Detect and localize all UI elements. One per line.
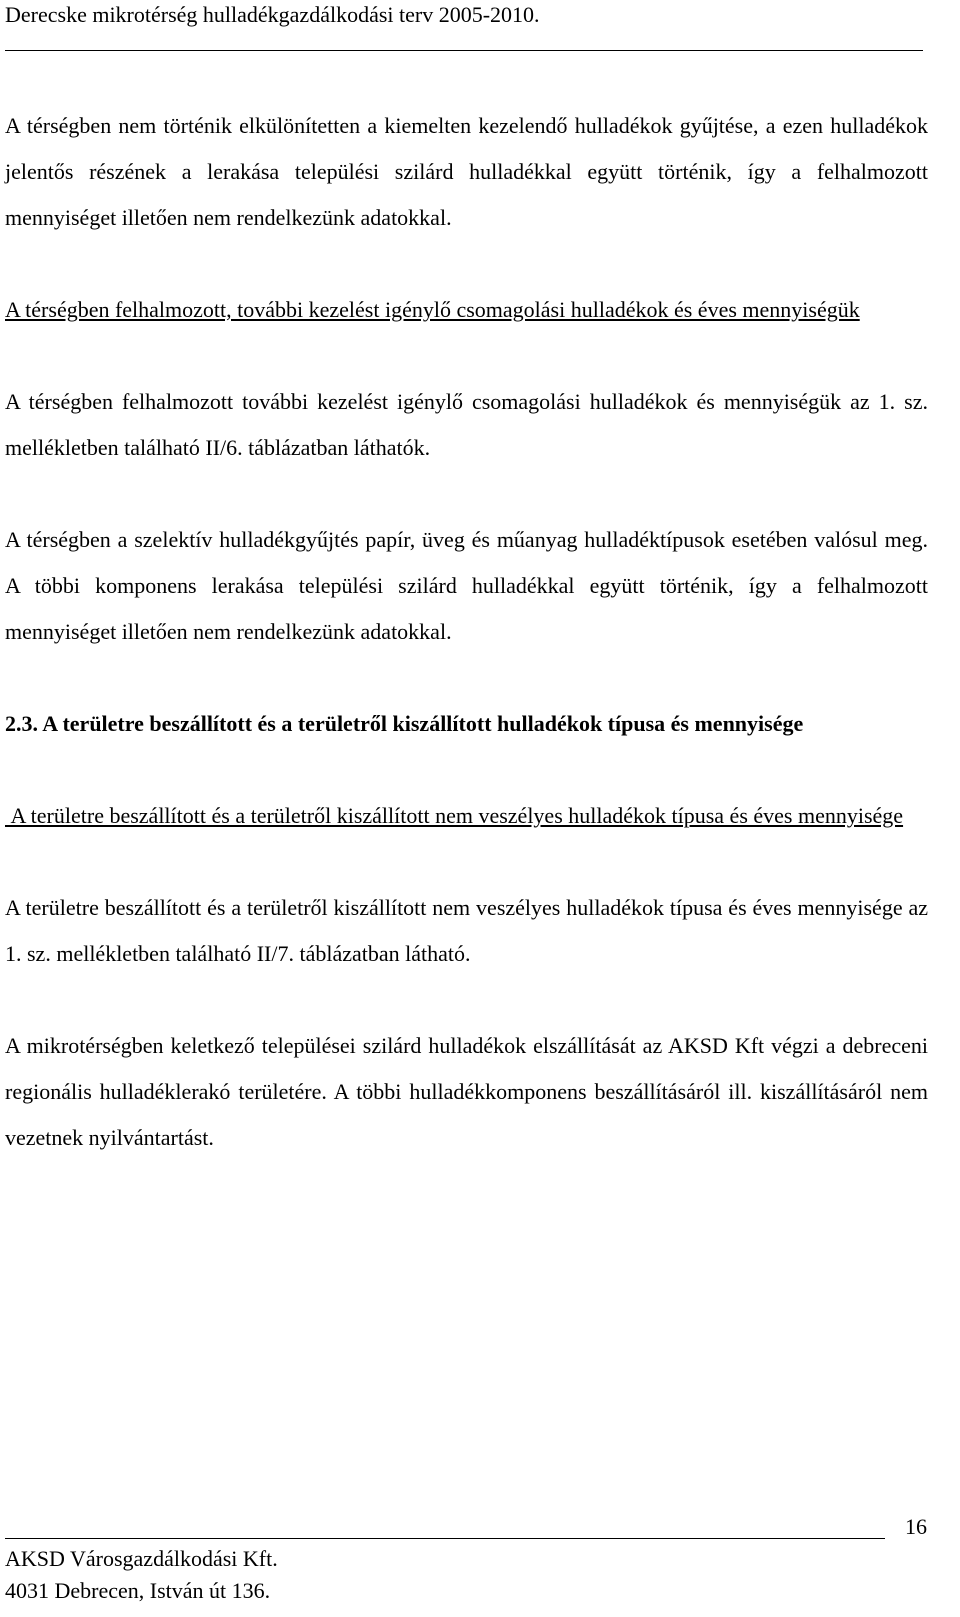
- header-divider: [5, 50, 923, 51]
- footer-company: AKSD Városgazdálkodási Kft.: [5, 1546, 278, 1571]
- page-number: 16: [905, 1514, 927, 1539]
- paragraph-selective-collection: A térségben a szelektív hulladékgyűjtés papír, üveg és műanyag hulladéktípusok esetében valósul meg. A többi komponens lerakása települési szilárd hulladékkal együtt történik, így a felhalmozott mennyiséget illetően nem rendelkezünk adatokkal.: [5, 527, 928, 644]
- subheading-packaging-waste: A térségben felhalmozott, további kezelést igénylő csomagolási hulladékok és éves mennyiségük: [5, 297, 860, 322]
- header-title: Derecske mikrotérség hulladékgazdálkodási terv 2005-2010.: [5, 2, 540, 27]
- footer-divider: [5, 1538, 885, 1539]
- paragraph-non-hazardous-waste: A területre beszállított és a területről kiszállított nem veszélyes hulladékok típusa és éves mennyisége az 1. sz. mellékletben található II/7. táblázatban látható.: [5, 895, 928, 966]
- section-heading-2-3: 2.3. A területre beszállított és a területről kiszállított hulladékok típusa és mennyisége: [5, 711, 804, 736]
- subheading-non-hazardous-waste: A területre beszállított és a területről kiszállított nem veszélyes hulladékok típusa és éves mennyisége: [5, 803, 904, 828]
- footer-address: 4031 Debrecen, István út 136.: [5, 1578, 271, 1603]
- paragraph-transport: A mikrotérségben keletkező települései szilárd hulladékok elszállítását az AKSD Kft végzi a debreceni regionális hulladéklerakó területére. A többi hulladékkomponens beszállításáról ill. kiszállításáról nem vezetnek nyilvántartást.: [5, 1033, 928, 1150]
- paragraph-packaging-waste: A térségben felhalmozott további kezelést igénylő csomagolási hulladékok és mennyiségük az 1. sz. mellékletben található II/6. táblázatban láthatók.: [5, 389, 928, 460]
- paragraph-hazardous-waste: A térségben nem történik elkülönítetten a kiemelten kezelendő hulladékok gyűjtése, a ezen hulladékok jelentős részének a lerakása települési szilárd hulladékkal együtt történik, így a felhalmozott mennyiséget illetően nem rendelkezünk adatokkal.: [5, 113, 928, 230]
- document-body: [5, 103, 928, 1161]
